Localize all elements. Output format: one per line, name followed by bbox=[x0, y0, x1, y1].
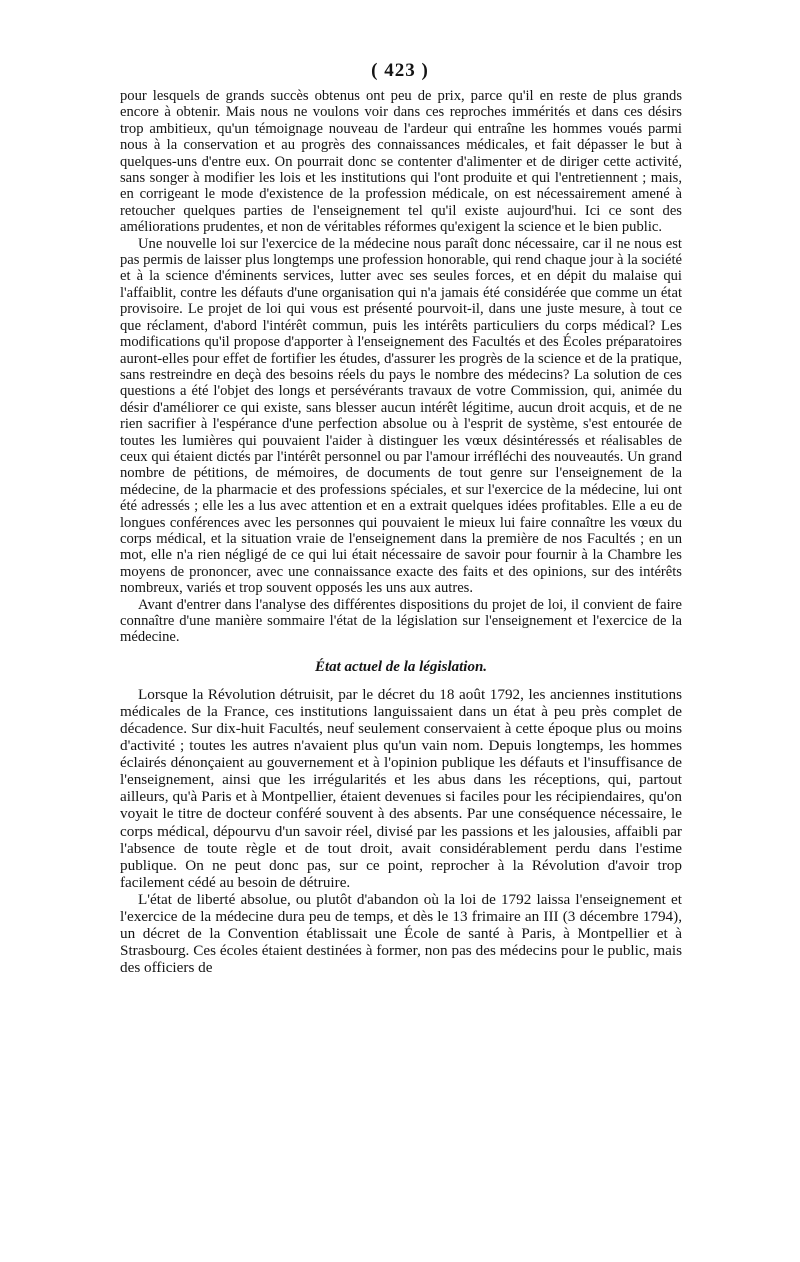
paragraph: Une nouvelle loi sur l'exercice de la médecine nous paraît donc nécessaire, car il ne nous est pas permis de laisser plus longtemps une profession honorable, qui rend chaque jour à la société et à la science d'éminents services, lutter avec ses seules forces, et en dépit du malaise qui l'affaiblit, contre les défauts d'une organisation qui n'a jamais été considérée que comme un état provisoire. Le projet de loi qui vous est présenté pourvoit-il, dans une juste mesure, à tout ce que réclament, d'abord l'intérêt commun, puis les intérêts particuliers du corps médical? Les modifications qu'il propose d'apporter à l'enseignement des Facultés et des Écoles préparatoires auront-elles pour effet de fortifier les études, d'assurer les progrès de la science et de la pratique, sans restreindre en deçà des besoins réels du pays le nombre des médecins? La solution de ces questions a été l'objet des longs et persévérants travaux de votre Commission, qui, animée du désir d'améliorer ce qui existe, sans blesser aucun intérêt légitime, aucun droit acquis, et de ne rien sacrifier à l'espérance d'une perfection absolue ou à l'esprit de système, s'est entourée de toutes les lumières qui pouvaient l'aider à distinguer les vœux désintéressés et réalisables de ceux qui étaient dictés par l'intérêt personnel ou par l'amour irréfléchi des nouveautés. Un grand nombre de pétitions, de mémoires, de documents de tout genre sur l'enseignement de la médecine, de la pharmacie et des professions spéciales, et sur l'exercice de la médecine, lui ont été adressés ; elle les a lus avec attention et en a extrait quelques idées profitables. Elle a eu de longues conférences avec les personnes qui pouvaient le mieux lui faire connaître les vœux du corps médical, et la situation vraie de l'enseignement dans la première de nos Facultés ; en un mot, elle n'a rien négligé de ce qui lui était nécessaire de savoir pour fournir à la Chambre les moyens de prononcer, avec une connaissance exacte des faits et des opinions, sur des intérêts nombreux, variés et trop souvent opposés les uns aux autres. bbox=[120, 235, 682, 597]
page-number: ( 423 ) bbox=[371, 60, 429, 81]
paragraph: Lorsque la Révolution détruisit, par le décret du 18 août 1792, les anciennes institutions médicales de la France, ces institutions languissaient dans un état à peu près complet de décadence. Sur dix-huit Facultés, neuf seulement conservaient à cette époque plus ou moins d'activité ; toutes les autres n'avaient plus qu'un vain nom. Depuis longtemps, les hommes éclairés dénonçaient au gouvernement et à l'opinion publique les défauts et l'insuffisance de l'enseignement, ainsi que les irrégularités et les abus dans les réceptions, qui, partout ailleurs, qu'à Paris et à Montpellier, étaient devenues si faciles pour les récipiendaires, qu'on voyait le titre de docteur conféré souvent à des absents. Par une conséquence nécessaire, le corps médical, dépourvu d'un savoir réel, divisé par les passions et les jalousies, affaibli par l'absence de toute règle et de tout droit, avait considérablement perdu dans l'estime publique. On ne peut donc pas, sur ce point, reprocher à la Révolution d'avoir trop facilement cédé au besoin de détruire. bbox=[120, 685, 682, 891]
paragraph: L'état de liberté absolue, ou plutôt d'abandon où la loi de 1792 laissa l'enseignement et l'exercice de la médecine dura peu de temps, et dès le 13 frimaire an III (3 décembre 1794), un décret de la Convention établissait une École de santé à Paris, à Montpellier et à Strasbourg. Ces écoles étaient destinées à former, non pas des médecins pour le public, mais des officiers de bbox=[120, 890, 682, 977]
section-heading: État actuel de la législation. bbox=[314, 658, 488, 675]
paragraph: Avant d'entrer dans l'analyse des différentes dispositions du projet de loi, il convient de faire connaître d'une manière sommaire l'état de la législation sur l'enseignement et l'exercice de la médecine. bbox=[120, 596, 682, 646]
paragraph-continuation: pour lesquels de grands succès obtenus ont peu de prix, parce qu'il en reste de plus grands encore à obtenir. Mais nous ne voulons voir dans ces reproches immérités et dans ces désirs trop ambitieux, qu'un témoignage nouveau de l'ardeur qui entraîne les hommes voués parmi nous à la conservation et au progrès des connaissances médicales, et fait dépasser le but à quelques-uns d'entre eux. On pourrait donc se contenter d'alimenter et de diriger cette activité, sans songer à modifier les lois et les institutions qui l'ont produite et qui l'entretiennent ; mais, en corrigeant le mode d'existence de la profession médicale, on est nécessairement amené à retoucher quelques parties de l'enseignement tel qu'il existe aujourd'hui. Ici ce sont des améliorations prudentes, et non de véritables réformes qu'exigent la science et le bien public. bbox=[120, 88, 682, 236]
body-text bbox=[120, 88, 682, 976]
